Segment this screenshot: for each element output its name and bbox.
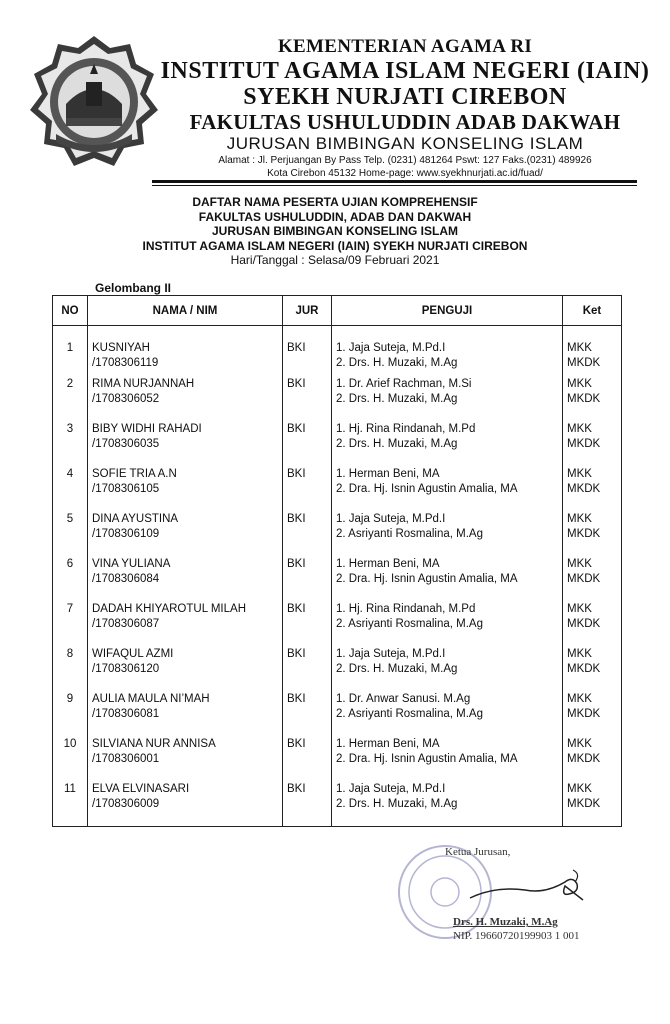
note-2: MKDK <box>567 798 601 810</box>
examiner-2: 2. Dra. Hj. Isnin Agustin Amalia, MA <box>336 483 518 495</box>
participant-name: WIFAQUL AZMI <box>92 648 174 660</box>
participant-cell <box>88 557 283 602</box>
examiner-2: 2. Drs. H. Muzaki, M.Ag <box>336 357 458 369</box>
examiner-1: 1. Jaja Suteja, M.Pd.I <box>336 648 446 660</box>
notes-cell <box>563 557 622 602</box>
examiner-2: 2. Asriyanti Rosmalina, M.Ag <box>336 528 484 540</box>
examiner-1: 1. Jaja Suteja, M.Pd.I <box>336 513 446 525</box>
row-number: 9 <box>53 692 88 737</box>
row-number: 7 <box>53 602 88 647</box>
participant-nim: /1708306109 <box>92 528 160 540</box>
note-1: MKK <box>567 783 592 795</box>
note-2: MKDK <box>567 753 601 765</box>
notes-cell <box>563 737 622 782</box>
row-number: 6 <box>53 557 88 602</box>
examiners-cell <box>332 557 563 602</box>
examiners-cell <box>332 467 563 512</box>
participant-cell <box>88 512 283 557</box>
note-1: MKK <box>567 378 592 390</box>
participant-cell <box>88 782 283 827</box>
table-body <box>53 326 622 827</box>
header-jur: JUR <box>283 296 332 326</box>
note-1: MKK <box>567 342 592 354</box>
participant-cell <box>88 326 283 378</box>
note-2: MKDK <box>567 438 601 450</box>
table-row <box>53 737 622 782</box>
examiners-cell <box>332 512 563 557</box>
row-number: 5 <box>53 512 88 557</box>
examiner-2: 2. Asriyanti Rosmalina, M.Ag <box>336 708 484 720</box>
participant-name: RIMA NURJANNAH <box>92 378 195 390</box>
examiner-1: 1. Jaja Suteja, M.Pd.I <box>336 783 446 795</box>
row-number: 1 <box>53 326 88 378</box>
participant-cell <box>88 737 283 782</box>
participant-nim: /1708306052 <box>92 393 160 405</box>
signature-role: Ketua Jurusan, <box>445 846 511 858</box>
exam-date: Hari/Tanggal : Selasa/09 Februari 2021 <box>230 253 440 267</box>
note-2: MKDK <box>567 573 601 585</box>
row-number: 3 <box>53 422 88 467</box>
participant-cell <box>88 467 283 512</box>
participant-nim: /1708306120 <box>92 663 160 675</box>
participant-name: BIBY WIDHI RAHADI <box>92 423 202 435</box>
examiner-1: 1. Hj. Rina Rindanah, M.Pd <box>336 423 476 435</box>
examiners-cell <box>332 692 563 737</box>
participant-name: AULIA MAULA NI’MAH <box>92 693 210 705</box>
table-row <box>53 557 622 602</box>
row-number: 4 <box>53 467 88 512</box>
letterhead-campus: SYEKH NURJATI CIREBON <box>243 84 567 110</box>
table-row <box>53 782 622 827</box>
participant-name: DINA AYUSTINA <box>92 513 179 525</box>
examiner-1: 1. Jaja Suteja, M.Pd.I <box>336 342 446 354</box>
letterhead-department: JURUSAN BIMBINGAN KONSELING ISLAM <box>226 134 584 153</box>
document-title <box>60 195 610 268</box>
examiner-1: 1. Herman Beni, MA <box>336 558 440 570</box>
header-name-nim: NAMA / NIM <box>88 296 283 326</box>
letterhead-rule-thick <box>152 180 637 183</box>
examiners-cell <box>332 737 563 782</box>
note-1: MKK <box>567 738 592 750</box>
note-2: MKDK <box>567 483 601 495</box>
participant-cell <box>88 377 283 422</box>
participant-name: SOFIE TRIA A.N <box>92 468 177 480</box>
notes-cell <box>563 602 622 647</box>
row-number: 10 <box>53 737 88 782</box>
note-1: MKK <box>567 648 592 660</box>
examiner-2: 2. Dra. Hj. Isnin Agustin Amalia, MA <box>336 753 518 765</box>
participant-nim: /1708306035 <box>92 438 160 450</box>
letterhead <box>0 0 670 185</box>
notes-cell <box>563 422 622 467</box>
letterhead-faculty: FAKULTAS USHULUDDIN ADAB DAKWAH <box>189 110 621 134</box>
participants-table <box>52 295 622 827</box>
note-2: MKDK <box>567 393 601 405</box>
participant-cell <box>88 602 283 647</box>
examiner-2: 2. Drs. H. Muzaki, M.Ag <box>336 798 458 810</box>
participant-name: VINA YULIANA <box>92 558 171 570</box>
department-code: BKI <box>283 602 332 647</box>
department-code: BKI <box>283 326 332 378</box>
participant-cell <box>88 692 283 737</box>
notes-cell <box>563 326 622 378</box>
participant-name: DADAH KHIYAROTUL MILAH <box>92 603 246 615</box>
title-line-2: FAKULTAS USHULUDDIN, ADAB DAN DAKWAH <box>198 209 472 224</box>
note-2: MKDK <box>567 618 601 630</box>
examiner-2: 2. Drs. H. Muzaki, M.Ag <box>336 663 458 675</box>
notes-cell <box>563 647 622 692</box>
letterhead-institute: INSTITUT AGAMA ISLAM NEGERI (IAIN) <box>160 58 650 84</box>
note-1: MKK <box>567 603 592 615</box>
title-line-3: JURUSAN BIMBINGAN KONSELING ISLAM <box>211 224 458 238</box>
examiner-2: 2. Drs. H. Muzaki, M.Ag <box>336 393 458 405</box>
row-number: 2 <box>53 377 88 422</box>
participant-nim: /1708306001 <box>92 753 160 765</box>
examiners-cell <box>332 377 563 422</box>
participant-name: KUSNIYAH <box>92 342 150 354</box>
participant-nim: /1708306084 <box>92 573 160 585</box>
department-code: BKI <box>283 422 332 467</box>
table-row <box>53 692 622 737</box>
notes-cell <box>563 782 622 827</box>
header-ket: Ket <box>563 296 622 326</box>
row-number: 8 <box>53 647 88 692</box>
table-row <box>53 326 622 378</box>
letterhead-rule-thin <box>152 185 637 186</box>
notes-cell <box>563 467 622 512</box>
note-2: MKDK <box>567 528 601 540</box>
table-header-row <box>53 296 622 326</box>
examiner-1: 1. Dr. Arief Rachman, M.Si <box>336 378 472 390</box>
department-code: BKI <box>283 377 332 422</box>
iain-cirebon-emblem-icon <box>26 34 162 170</box>
table-row <box>53 422 622 467</box>
note-1: MKK <box>567 423 592 435</box>
note-2: MKDK <box>567 357 601 369</box>
examiners-cell <box>332 326 563 378</box>
notes-cell <box>563 512 622 557</box>
department-code: BKI <box>283 512 332 557</box>
signatory-nip: NIP. 19660720199903 1 001 <box>453 930 580 942</box>
department-code: BKI <box>283 692 332 737</box>
department-code: BKI <box>283 467 332 512</box>
title-line-1: DAFTAR NAMA PESERTA UJIAN KOMPREHENSIF <box>192 195 478 209</box>
department-code: BKI <box>283 647 332 692</box>
participant-cell <box>88 647 283 692</box>
department-code: BKI <box>283 737 332 782</box>
signature-block <box>395 832 635 952</box>
examiners-cell <box>332 647 563 692</box>
table-row <box>53 377 622 422</box>
signatory-name: Drs. H. Muzaki, M.Ag <box>453 916 558 928</box>
participant-nim: /1708306009 <box>92 798 160 810</box>
participant-name: SILVIANA NUR ANNISA <box>92 738 216 750</box>
examiners-cell <box>332 782 563 827</box>
examiner-1: 1. Dr. Anwar Sanusi. M.Ag <box>336 693 471 705</box>
row-number: 11 <box>53 782 88 827</box>
participant-nim: /1708306119 <box>92 357 159 369</box>
table-row <box>53 647 622 692</box>
handwritten-signature-icon <box>465 860 595 910</box>
header-no: NO <box>53 296 88 326</box>
examiner-2: 2. Dra. Hj. Isnin Agustin Amalia, MA <box>336 573 518 585</box>
notes-cell <box>563 377 622 422</box>
note-2: MKDK <box>567 708 601 720</box>
participant-nim: /1708306105 <box>92 483 160 495</box>
note-1: MKK <box>567 513 592 525</box>
note-1: MKK <box>567 693 592 705</box>
examiner-2: 2. Drs. H. Muzaki, M.Ag <box>336 438 458 450</box>
title-line-4: INSTITUT AGAMA ISLAM NEGERI (IAIN) SYEKH NURJATI CIREBON <box>142 238 528 253</box>
department-code: BKI <box>283 782 332 827</box>
header-penguji: PENGUJI <box>332 296 563 326</box>
table-row <box>53 602 622 647</box>
letterhead-address: Alamat : Jl. Perjuangan By Pass Telp. (0231) 481264 Pswt: 127 Faks.(0231) 489926 <box>218 155 592 166</box>
notes-cell <box>563 692 622 737</box>
table-row <box>53 512 622 557</box>
letterhead-city: Kota Cirebon 45132 Home-page: www.syekhnurjati.ac.id/fuad/ <box>267 168 543 179</box>
note-1: MKK <box>567 468 592 480</box>
batch-label: Gelombang II <box>95 281 172 295</box>
note-2: MKDK <box>567 663 601 675</box>
department-code: BKI <box>283 557 332 602</box>
examiners-cell <box>332 422 563 467</box>
examiner-1: 1. Herman Beni, MA <box>336 468 440 480</box>
participant-name: ELVA ELVINASARI <box>92 783 190 795</box>
participant-nim: /1708306087 <box>92 618 160 630</box>
note-1: MKK <box>567 558 592 570</box>
examiner-2: 2. Asriyanti Rosmalina, M.Ag <box>336 618 484 630</box>
table-row <box>53 467 622 512</box>
examiners-cell <box>332 602 563 647</box>
letterhead-ministry: KEMENTERIAN AGAMA RI <box>277 36 533 57</box>
participant-nim: /1708306081 <box>92 708 160 720</box>
examiner-1: 1. Hj. Rina Rindanah, M.Pd <box>336 603 476 615</box>
examiner-1: 1. Herman Beni, MA <box>336 738 440 750</box>
participant-cell <box>88 422 283 467</box>
